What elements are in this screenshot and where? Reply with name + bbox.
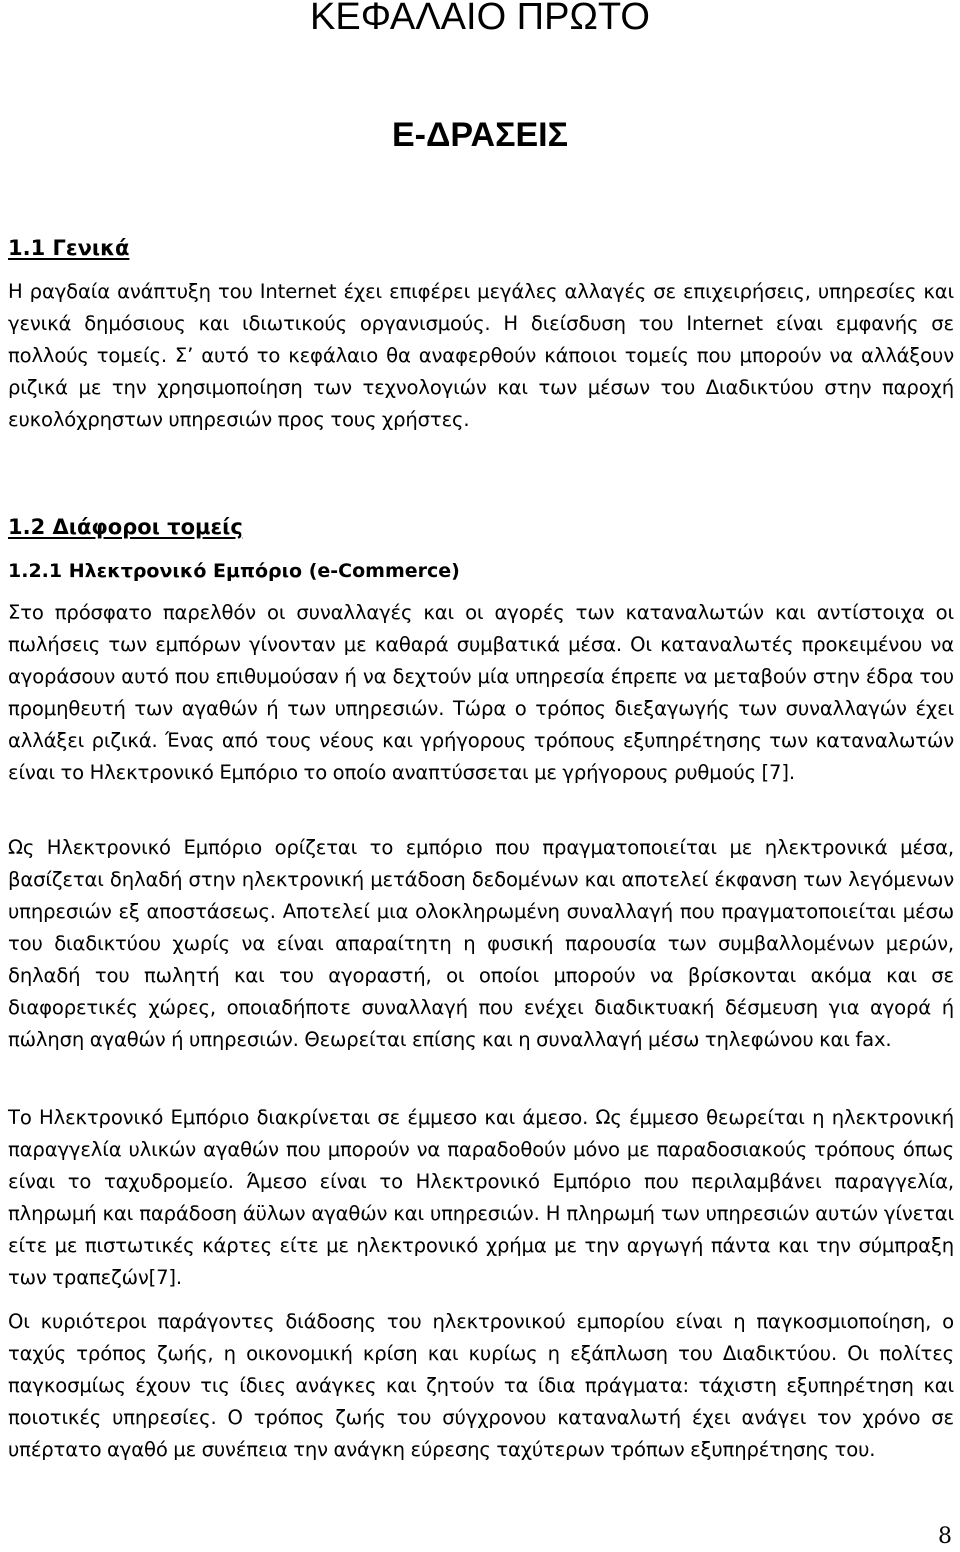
chapter-subtitle: Ε-ΔΡΑΣΕΙΣ bbox=[391, 116, 569, 154]
page-number: 8 bbox=[938, 1524, 952, 1549]
paragraph-ecommerce-4: Οι κυριότεροι παράγοντες διάδοσης του ηλεκτρονικού εμπορίου είναι η παγκοσμιοποίηση, ο ταχύς τρόπος ζωής, η οικονομική κρίση και κυρίως η εξάπλωση του Διαδικτύου. Οι πολίτες παγκοσμίως έχουν τις ίδιες ανάγκες και ζητούν τα ίδια πράγματα: τάχιστη εξυπηρέτηση και ποιοτικές υπηρεσίες. Ο τρόπος ζωής του σύγχρονου καταναλωτή έχει ανάγει τον χρόνο σε υπέρτατο αγαθό με συνέπεια την ανάγκη εύρεσης ταχύτερων τρόπων εξυπηρέτησης του. bbox=[8, 1310, 954, 1461]
paragraph-ecommerce-3: Το Ηλεκτρονικό Εμπόριο διακρίνεται σε έμμεσο και άμεσο. Ως έμμεσο θεωρείται η ηλεκτρονική παραγγελία υλικών αγαθών που μπορούν να παραδοθούν μόνο με παραδοσιακούς τρόπους όπως είναι το ταχυδρομείο. Άμεσο είναι το Ηλεκτρονικό Εμπόριο που περιλαμβάνει παραγγελία, πληρωμή και παράδοση άϋλων αγαθών και υπηρεσιών. Η πληρωμή των υπηρεσιών αυτών γίνεται είτε με πιστωτικές κάρτες είτε με ηλεκτρονικό χρήμα με την αργωγή πάντα και την σύμπραξη των τραπεζών[7]. bbox=[8, 1106, 954, 1289]
paragraph-ecommerce-2: Ως Ηλεκτρονικό Εμπόριο ορίζεται το εμπόριο που πραγματοποιείται με ηλεκτρονικά μέσα, βασίζεται δηλαδή στην ηλεκτρονική μετάδοση δεδομένων και αποτελεί έκφανση των λεγόμενων υπηρεσιών εξ αποστάσεως. Αποτελεί μια ολοκληρωμένη συναλλαγή που πραγματοποιείται μέσω του διαδικτύου χωρίς να είναι απαραίτητη η φυσική παρουσία των συμβαλλομένων μερών, δηλαδή του πωλητή και του αγοραστή, οι οποίοι μπορούν να βρίσκονται ακόμα και σε διαφορετικές χώρες, οποιαδήποτε συναλλαγή που ενέχει διαδικτυακή δέσμευση για αγορά ή πώληση αγαθών ή υπηρεσιών. Θεωρείται επίσης και η συναλλαγή μέσω τηλεφώνου και fax. bbox=[8, 836, 954, 1051]
section-heading-1-1: 1.1 Γενικά bbox=[8, 236, 130, 260]
section-heading-1-2: 1.2 Διάφοροι τομείς bbox=[8, 515, 243, 539]
chapter-title: ΚΕΦΑΛΑΙΟ ΠΡΩΤΟ bbox=[310, 0, 650, 38]
subsection-heading-1-2-1: 1.2.1 Ηλεκτρονικό Εμπόριο (e-Commerce) bbox=[8, 560, 460, 582]
paragraph-ecommerce-1: Στο πρόσφατο παρελθόν οι συναλλαγές και οι αγορές των καταναλωτών και αντίστοιχα οι πωλήσεις των εμπόρων γίνονταν με καθαρά συμβατικά μέσα. Οι καταναλωτές προκειμένου να αγοράσουν αυτό που επιθυμούσαν ή να δεχτούν μία υπηρεσία έπρεπε να μεταβούν στην έδρα του προμηθευτή των αγαθών ή των υπηρεσιών. Τώρα ο τρόπος διεξαγωγής των συναλλαγών έχει αλλάξει ριζικά. Ένας από τους νέους και γρήγορους τρόπους εξυπηρέτησης των καταναλωτών είναι το Ηλεκτρονικό Εμπόριο το οποίο αναπτύσσεται με γρήγορους ρυθμούς [7]. bbox=[8, 601, 954, 784]
paragraph-general: Η ραγδαία ανάπτυξη του Internet έχει επιφέρει μεγάλες αλλαγές σε επιχειρήσεις, υπηρεσίες και γενικά δημόσιους και ιδιωτικούς οργανισμούς. Η διείσδυση του Internet είναι εμφανής σε πολλούς τομείς. Σ’ αυτό το κεφάλαιο θα αναφερθούν κάποιοι τομείς που μπορούν να αλλάξουν ριζικά με την χρησιμοποίηση των τεχνολογιών και των μέσων του Διαδικτύου στην παροχή ευκολόχρηστων υπηρεσιών προς τους χρήστες. bbox=[8, 280, 954, 431]
